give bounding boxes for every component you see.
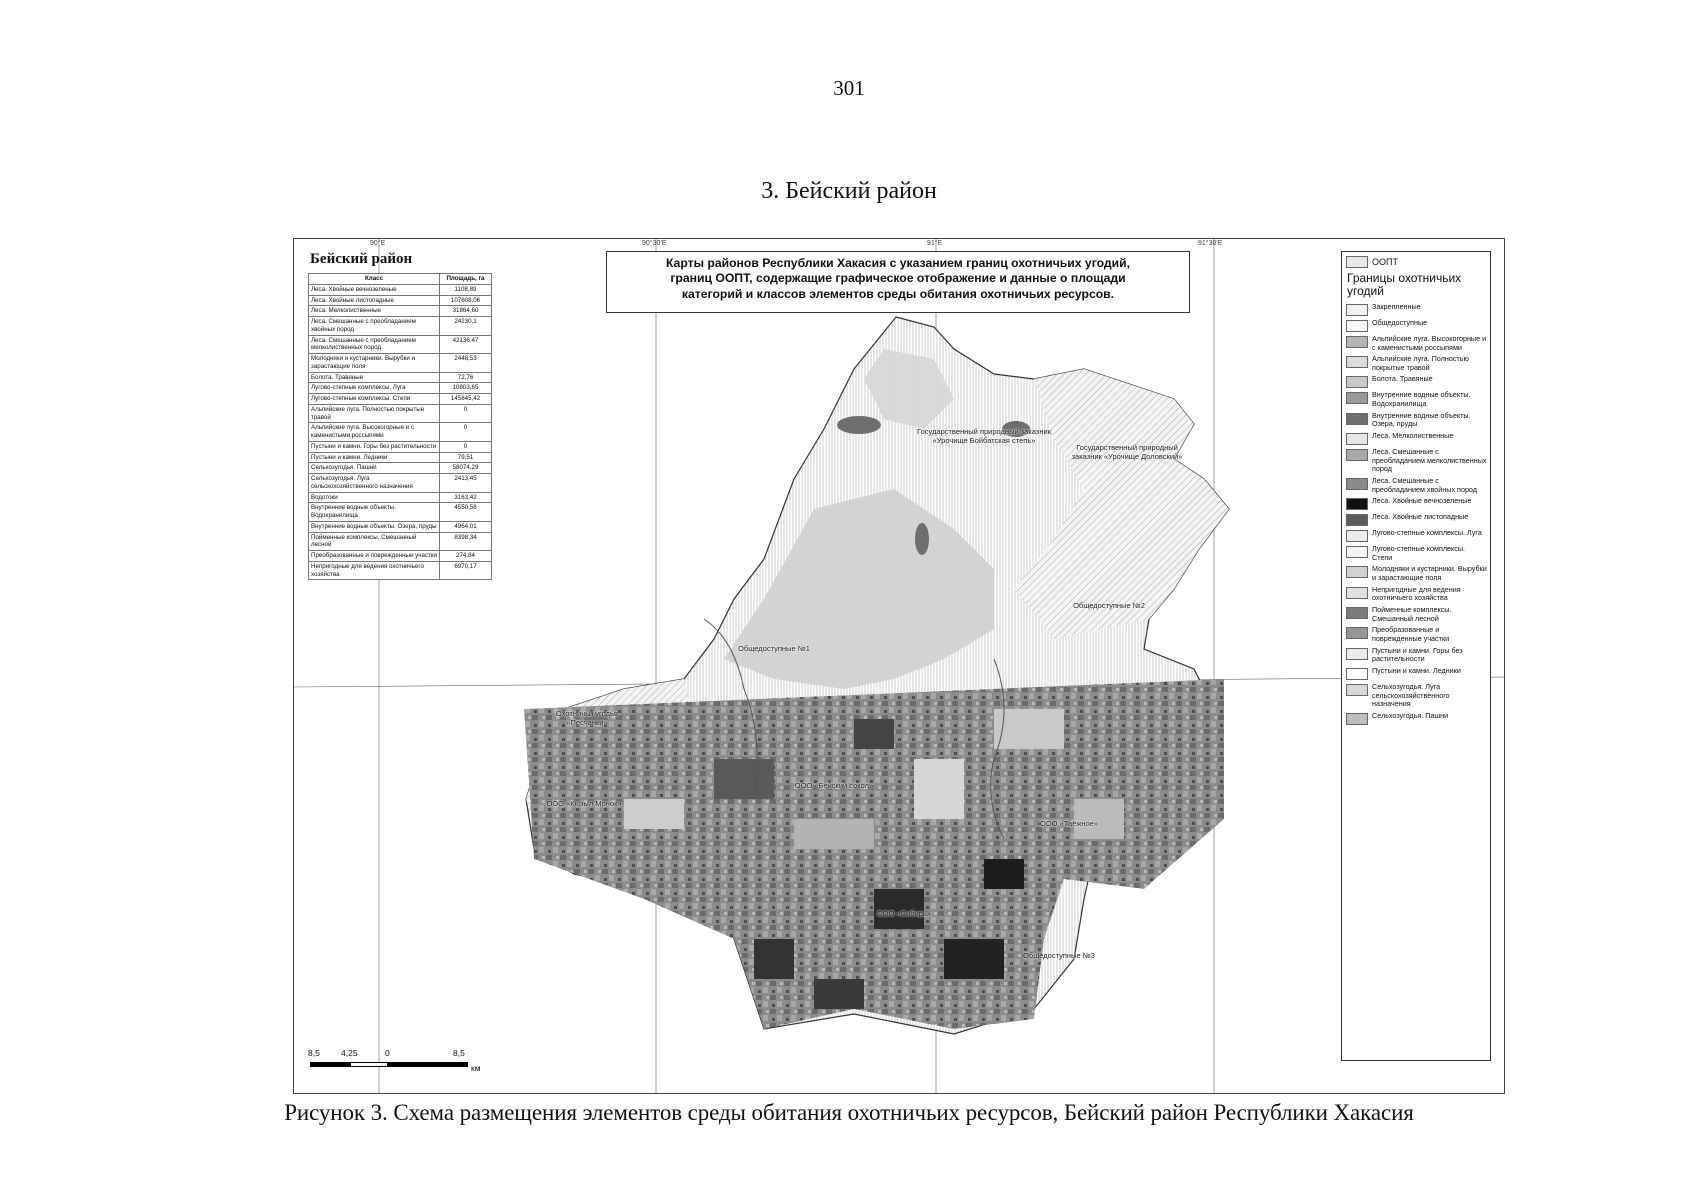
table-row [309,383,492,394]
map-title-line: категорий и классов элементов среды обитания охотничьих ресурсов. [681,286,1115,301]
table-cell-area: 24230,1 [440,317,492,336]
legend-item [1342,645,1490,665]
table-cell-class: Преобразованные и поврежденные участки [309,551,440,562]
lake [915,523,929,555]
legend-item [1342,447,1490,476]
table-row [309,561,492,580]
table-cell-class: Пустыни и камни. Ледники [309,452,440,463]
legend-item-label: Леса. Мелколиственные [1372,431,1454,440]
map-label-hunting-south: ООО «Сибирь» [876,909,932,918]
table-cell-class: Сельхозугодья. Пашни [309,463,440,474]
table-cell-area: 3163,42 [440,492,492,503]
table-header-area: Площадь, га [440,274,492,285]
table-row [309,284,492,295]
table-row [309,295,492,306]
table-cell-area: 6970,17 [440,561,492,580]
map-label-hunting-central: ООО «Бейский сокол» [794,781,874,790]
table-cell-area: 8398,34 [440,532,492,551]
scale-segment [350,1062,388,1067]
scale-bar [308,1048,481,1078]
table-row [309,423,492,442]
table-cell-class: Пустыни и камни. Горы без растительности [309,441,440,452]
legend-item-label: Внутренние водные объекты. Озера, пруды [1372,410,1471,429]
table-row [309,354,492,373]
map-title-line: Карты районов Республики Хакасия с указанием границ охотничьих угодий, [665,256,1131,270]
table-cell-class: Внутренние водные объекты. Озера, пруды [309,521,440,532]
legend-item-label: Внутренние водные объекты. Водохранилища [1372,390,1471,409]
section-heading: 3. Бейский район [761,178,937,204]
table-row [309,394,492,405]
scale-segment [388,1062,468,1067]
coord-label: 91°E [927,240,943,247]
legend-item [1342,544,1490,564]
legend-item-label: Закрепленные [1372,301,1421,311]
legend-item-label: Леса. Смешанные с преобладанием мелколиственных пород [1372,447,1487,474]
table-cell-class: Альпийские луга. Высокогорные и с каменистыми россыпями [309,423,440,442]
legend-swatch [1346,449,1368,461]
area-table [308,273,492,580]
table-cell-class: Лугово-степные комплексы. Луга [309,383,440,394]
table-cell-class: Сельхозугодья. Луга сельскохозяйственного назначения [309,474,440,493]
legend-item-label: Сельхозугодья. Пашни [1372,710,1449,720]
table-row [309,452,492,463]
legend-item [1342,605,1490,625]
map-label-hunting-east: ООО «Таёжное» [1039,819,1098,828]
table-row [309,317,492,336]
legend-item-label: Болота. Травяные [1372,374,1433,384]
legend-item [1342,374,1490,390]
legend-item-label: Преобразованные и поврежденные участки [1372,625,1450,643]
legend-swatch [1346,514,1368,526]
table-cell-area: 274,84 [440,551,492,562]
scale-tick: 8,5 [453,1048,465,1058]
legend-item-label: Молодняки и кустарники. Вырубки и зарастающие поля [1372,564,1487,583]
legend-item-label: Леса. Смешанные с преобладанием хвойных пород [1372,475,1477,494]
coord-label: 90°E [370,240,386,247]
table-cell-area: 1108,89 [440,284,492,295]
table-cell-class: Леса. Мелколиственные [309,306,440,317]
table-row [309,441,492,452]
table-cell-class: Леса. Смешанные с преобладанием хвойных пород [309,317,440,336]
scale-segment [310,1062,350,1067]
table-row [309,521,492,532]
table-row [309,404,492,423]
map-label-hunting-south-2: Общедоступные №3 [1023,951,1095,960]
table-row [309,551,492,562]
legend-item-label: Пустыни и камни. Горы без растительности [1372,645,1463,664]
area-table-body [309,284,492,580]
legend-item [1342,390,1490,410]
legend-item-label: Лугово-степные комплексы. Степи [1372,544,1466,562]
legend-swatch [1346,413,1368,425]
table-row [309,492,492,503]
legend-swatch [1346,587,1368,599]
figure-caption: Рисунок 3. Схема размещения элементов среды обитания охотничьих ресурсов, Бейский район Республики Хакасия [284,1100,1414,1125]
legend-oopt [1342,252,1490,270]
legend-item-label: Сельхозугодья. Луга сельскохозяйственного назначения [1372,681,1450,709]
table-cell-class: Непригодные для ведения охотничьего хозяйства [309,561,440,580]
legend-swatch [1346,684,1368,696]
legend-item [1342,584,1490,604]
table-cell-area: 0 [440,404,492,423]
legend-item-label: Непригодные для ведения охотничьего хозяйства [1372,584,1461,603]
legend-item-label: Альпийские луга. Полностью покрытые травой [1372,354,1469,372]
legend-item [1342,354,1490,374]
legend-swatch [1346,256,1368,268]
legend-item-label: Альпийские луга. Высокогорные и с каменистыми россыпями [1372,333,1487,352]
legend-swatch [1346,433,1368,445]
legend-items [1342,301,1490,726]
legend-item [1342,301,1490,317]
table-header-class: Класс [309,274,440,285]
legend-swatch [1346,713,1368,725]
legend-swatch [1346,607,1368,619]
legend-swatch [1346,530,1368,542]
table-row [309,335,492,354]
legend-item-label: Леса. Хвойные листопадные [1372,512,1469,522]
map-label-public-1: Общедоступные №1 [738,644,810,653]
legend-swatch [1346,498,1368,510]
table-cell-class: Леса. Хвойные листопадные [309,295,440,306]
legend-swatch [1346,546,1368,558]
legend-item [1342,710,1490,726]
legend-item-label: Лугово-степные комплексы. Луга [1372,528,1482,538]
legend-item [1342,431,1490,447]
table-cell-class: Молодняки и кустарники. Вырубки и зарастающие поля [309,354,440,373]
table-row [309,306,492,317]
legend-item [1342,333,1490,353]
table-cell-area: 10803,65 [440,383,492,394]
legend-item [1342,625,1490,645]
legend-swatch [1346,566,1368,578]
table-cell-class: Леса. Смешанные с преобладанием мелколиственных пород [309,335,440,354]
map-label-public-2: Общедоступные №2 [1073,601,1145,610]
map-legend [1341,251,1491,1061]
legend-swatch [1346,478,1368,490]
table-cell-area: 107608,06 [440,295,492,306]
legend-swatch [1346,392,1368,404]
table-cell-area: 79,51 [440,452,492,463]
table-cell-area: 4550,58 [440,503,492,522]
legend-item [1342,665,1490,681]
legend-item [1342,496,1490,512]
map-label-hunting-west: Охотничьи угодья «Песчанки» [556,709,618,727]
page-number: 301 [833,76,865,100]
table-cell-class: Водотоки [309,492,440,503]
legend-item [1342,475,1490,495]
legend-item-label: Пустыни и камни. Ледники [1372,665,1461,675]
map-label-reserve-north: Государственный природный заказник «Урочище Бойбатская степь» [917,427,1051,445]
coord-label: 90°30'E [642,240,667,247]
lake [837,416,881,434]
table-cell-area: 72,76 [440,372,492,383]
scale-unit: км [471,1063,481,1073]
table-row [309,503,492,522]
legend-swatch [1346,627,1368,639]
table-cell-area: 58074,29 [440,463,492,474]
legend-item-label: Общедоступные [1372,317,1428,327]
coord-label: 91°30'E [1198,240,1223,247]
table-cell-area: 0 [440,441,492,452]
table-cell-class: Внутренние водные объекты. Водохранилища [309,503,440,522]
legend-item [1342,512,1490,528]
legend-item [1342,528,1490,544]
map-label-reserve-northeast: Государственный природный заказник «Урочище Доловский» [1071,443,1183,461]
table-cell-area: 2413,45 [440,474,492,493]
table-cell-class: Лугово-степные комплексы. Степи [309,394,440,405]
table-row [309,372,492,383]
legend-swatch [1346,304,1368,316]
table-row [309,474,492,493]
table-cell-area: 0 [440,423,492,442]
map-title-line: границ ООПТ, содержащие графическое отображение и данные о площади [670,271,1126,286]
table-cell-area: 31864,60 [440,306,492,317]
legend-item [1342,317,1490,333]
legend-oopt-label: ООПТ [1372,256,1398,267]
scale-tick: 0 [385,1048,390,1058]
table-cell-class: Леса. Хвойные вечнозеленые [309,284,440,295]
legend-item [1342,564,1490,584]
table-cell-area: 2448,53 [440,354,492,373]
legend-swatch [1346,376,1368,388]
legend-swatch [1346,356,1368,368]
table-cell-area: 42136,47 [440,335,492,354]
table-cell-class: Пойменные комплексы. Смешанный лесной [309,532,440,551]
table-cell-class: Альпийские луга. Полностью покрытые травой [309,404,440,423]
legend-swatch [1346,668,1368,680]
district-title: Бейский район [310,251,413,267]
table-header-row [309,274,492,285]
legend-item [1342,410,1490,430]
map-title-box [606,251,1190,313]
scale-tick: 4,25 [341,1048,358,1058]
legend-swatch [1346,320,1368,332]
scale-tick: 8,5 [308,1048,320,1058]
table-row [309,463,492,474]
table-cell-area: 4964,01 [440,521,492,532]
legend-item-label: Леса. Хвойные вечнозеленые [1372,496,1472,506]
legend-item-label: Пойменные комплексы. Смешанный лесной [1372,605,1452,623]
legend-item [1342,681,1490,710]
table-row [309,532,492,551]
legend-heading: Границы охотничьих угодий [1347,271,1462,299]
legend-swatch [1346,336,1368,348]
table-cell-class: Болота. Травяные [309,372,440,383]
map-label-hunting-southwest: ООО «Кызыл Монок» [546,799,622,808]
map-figure [293,238,1505,1094]
table-cell-area: 145845,42 [440,394,492,405]
legend-swatch [1346,648,1368,660]
